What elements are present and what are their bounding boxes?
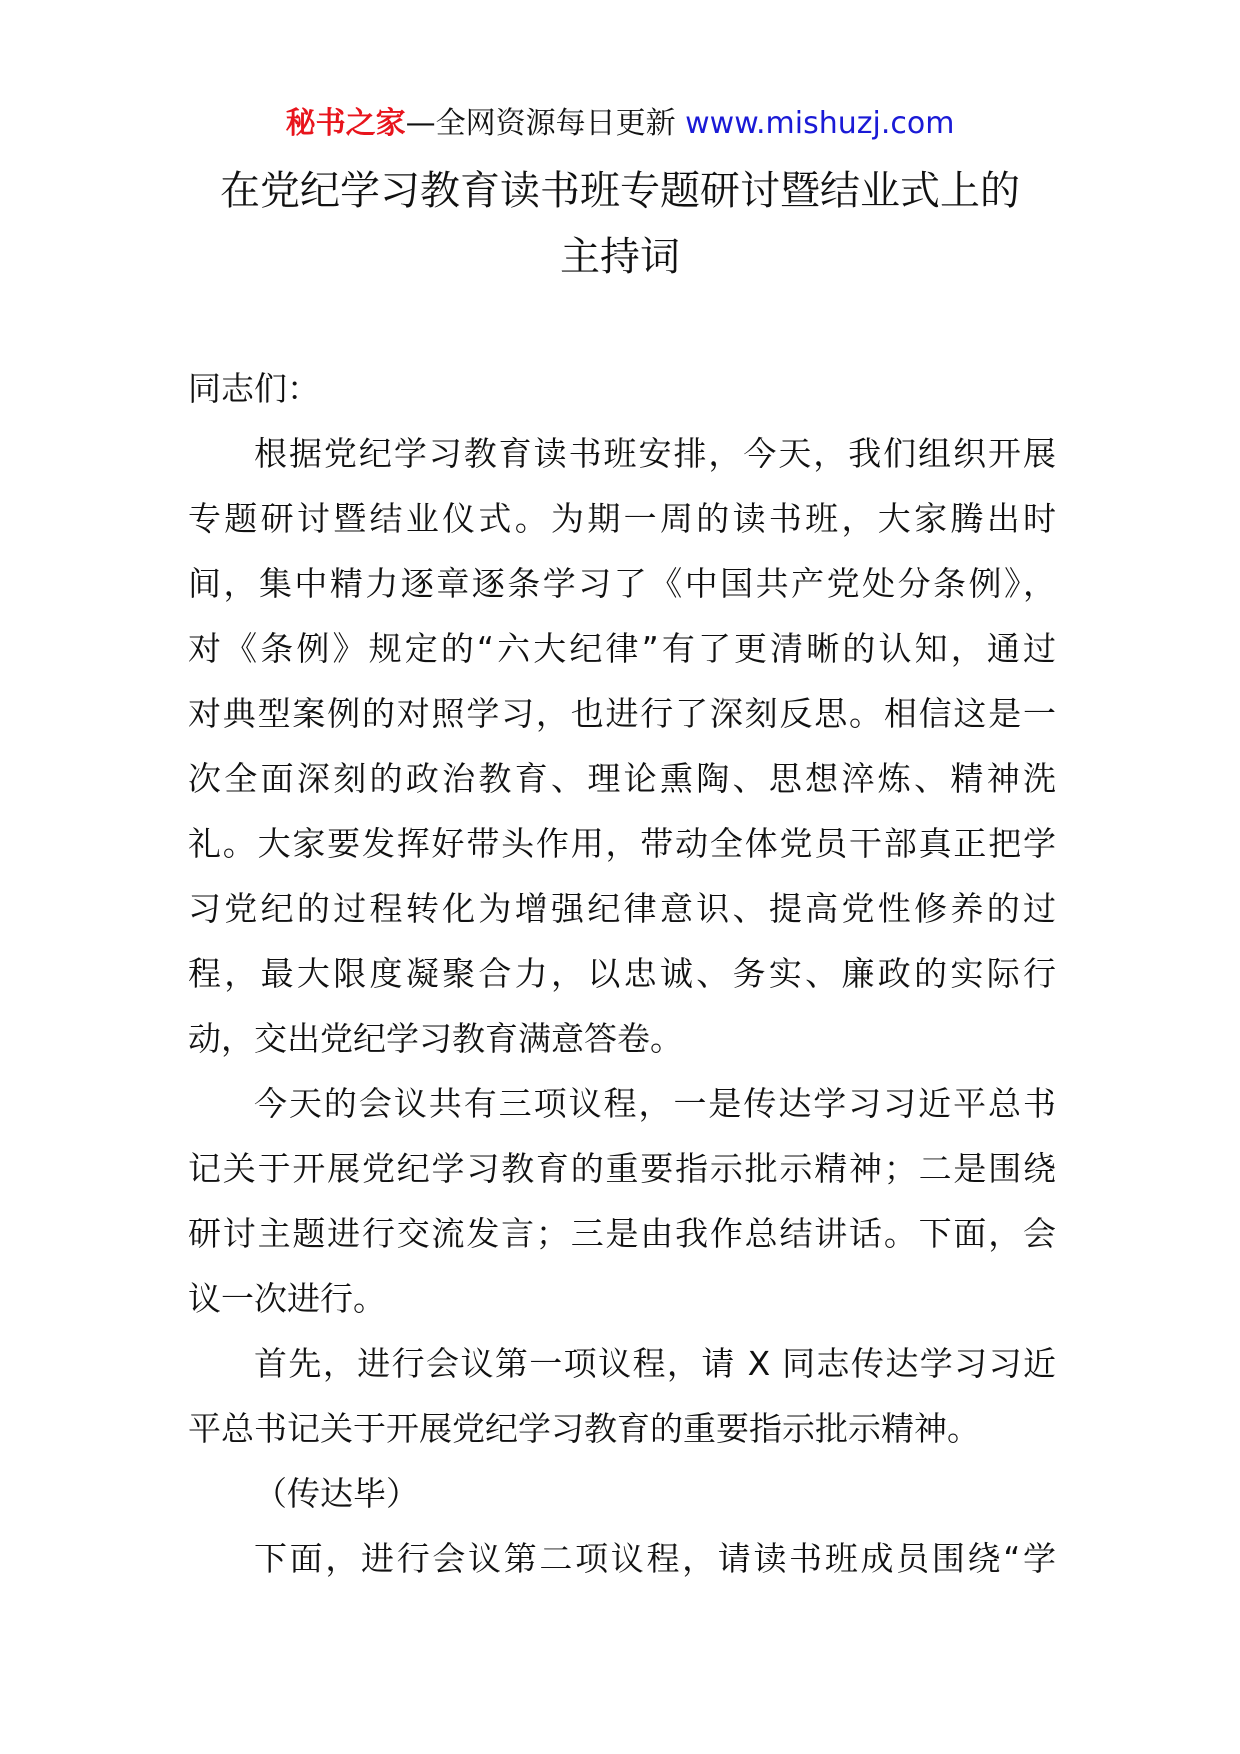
body-line: 平总书记关于开展党纪学习教育的重要指示批示精神。 xyxy=(188,1409,980,1448)
site-banner xyxy=(0,100,1240,148)
body-line: 程，最大限度凝聚合力，以忠诚、务实、廉政的实际行 xyxy=(188,954,1056,993)
body-line: 习党纪的过程转化为增强纪律意识、提高党性修养的过 xyxy=(188,889,1056,928)
body-line: 下面，进行会议第二项议程，请读书班成员围绕“学 xyxy=(254,1539,1056,1578)
site-url-link[interactable]: www.mishuzj.com xyxy=(685,106,955,141)
document-title xyxy=(170,158,1070,290)
brand-name: 秘书之家 xyxy=(285,106,406,141)
body-line: 礼。大家要发挥好带头作用，带动全体党员干部真正把学 xyxy=(188,824,1056,863)
banner-tagline: —全网资源每日更新 xyxy=(405,106,676,141)
salutation: 同志们： xyxy=(188,369,320,408)
body-line: 次全面深刻的政治教育、理论熏陶、思想淬炼、精神洗 xyxy=(188,759,1056,798)
body-line: 议一次进行。 xyxy=(188,1279,386,1318)
body-line: 首先，进行会议第一项议程，请 X 同志传达学习习近 xyxy=(254,1344,1056,1383)
body-line: 专题研讨暨结业仪式。为期一周的读书班，大家腾出时 xyxy=(188,499,1056,538)
body-line: 记关于开展党纪学习教育的重要指示批示精神；二是围绕 xyxy=(188,1149,1056,1188)
body-line: 今天的会议共有三项议程，一是传达学习习近平总书 xyxy=(254,1084,1056,1123)
body-line: 动，交出党纪学习教育满意答卷。 xyxy=(188,1019,683,1058)
title-line-2: 主持词 xyxy=(560,234,680,280)
title-line-1: 在党纪学习教育读书班专题研讨暨结业式上的 xyxy=(220,168,1020,214)
body-line: （传达毕） xyxy=(254,1474,419,1513)
document-body xyxy=(188,356,1056,1591)
body-line: 对《条例》规定的“六大纪律”有了更清晰的认知，通过 xyxy=(188,629,1056,668)
body-line: 研讨主题进行交流发言；三是由我作总结讲话。下面，会 xyxy=(188,1214,1056,1253)
body-line: 对典型案例的对照学习，也进行了深刻反思。相信这是一 xyxy=(188,694,1056,733)
body-line: 间，集中精力逐章逐条学习了《中国共产党处分条例》， xyxy=(188,564,1056,603)
body-line: 根据党纪学习教育读书班安排，今天，我们组织开展 xyxy=(254,434,1056,473)
